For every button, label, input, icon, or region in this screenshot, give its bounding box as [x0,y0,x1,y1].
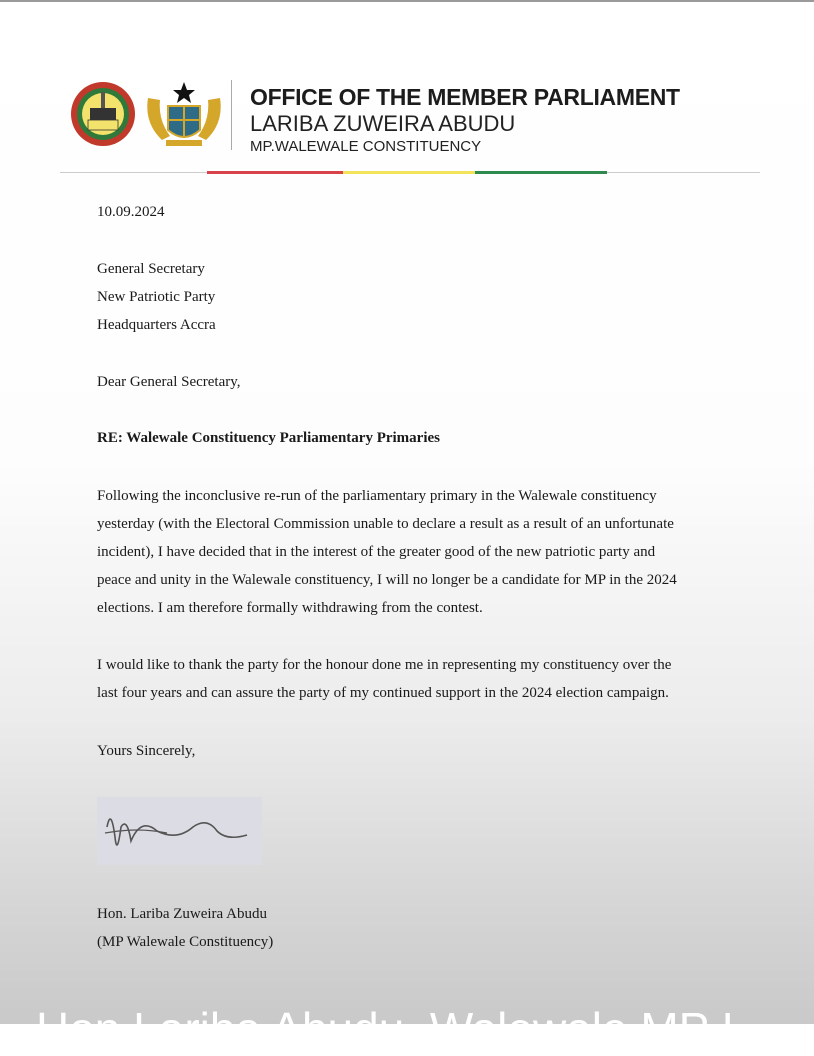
office-title: OFFICE OF THE MEMBER PARLIAMENT [250,84,680,110]
paragraph-line: peace and unity in the Walewale constituency, I will no longer be a candidate for MP in the 2024 [97,572,677,588]
salutation: Dear General Secretary, [97,374,241,390]
parliament-seal-icon [70,80,136,148]
closing: Yours Sincerely, [97,743,196,759]
signatory-name: Hon. Lariba Zuweira Abudu [97,906,267,922]
recipient-line: General Secretary [97,261,205,277]
ghana-coat-of-arms-icon [140,78,228,150]
paragraph-line: last four years and can assure the party of my continued support in the 2024 election campaign. [97,685,669,701]
header-divider [231,80,232,150]
recipient-line: Headquarters Accra [97,317,216,333]
paragraph-line: yesterday (with the Electoral Commission unable to declare a result as a result of an unfortunate [97,516,674,532]
constituency-line: MP.WALEWALE CONSTITUENCY [250,138,482,155]
flag-stripe-red [207,171,343,174]
body-paragraph-1 [97,482,737,622]
signature-image [97,797,262,865]
signatory-title: (MP Walewale Constituency) [97,934,274,950]
paragraph-line: elections. I am therefore formally withdrawing from the contest. [97,600,483,616]
subject-line: RE: Walewale Constituency Parliamentary Primaries [97,430,440,446]
paragraph-line: I would like to thank the party for the honour done me in representing my constituency over the [97,657,672,673]
mp-name: LARIBA ZUWEIRA ABUDU [250,111,516,136]
flag-stripe-gold [343,171,475,174]
letter-date: 10.09.2024 [97,204,165,220]
paragraph-line: incident), I have decided that in the interest of the greater good of the new patriotic party and [97,544,656,560]
top-border [0,0,814,2]
paragraph-line: Following the inconclusive re-run of the parliamentary primary in the Walewale constituency [97,488,657,504]
body-paragraph-2 [97,651,737,707]
recipient-line: New Patriotic Party [97,289,216,305]
overlay-caption: Hon Lariba Abudu, Walewale MP I [36,1003,735,1055]
flag-stripe-green [475,171,607,174]
